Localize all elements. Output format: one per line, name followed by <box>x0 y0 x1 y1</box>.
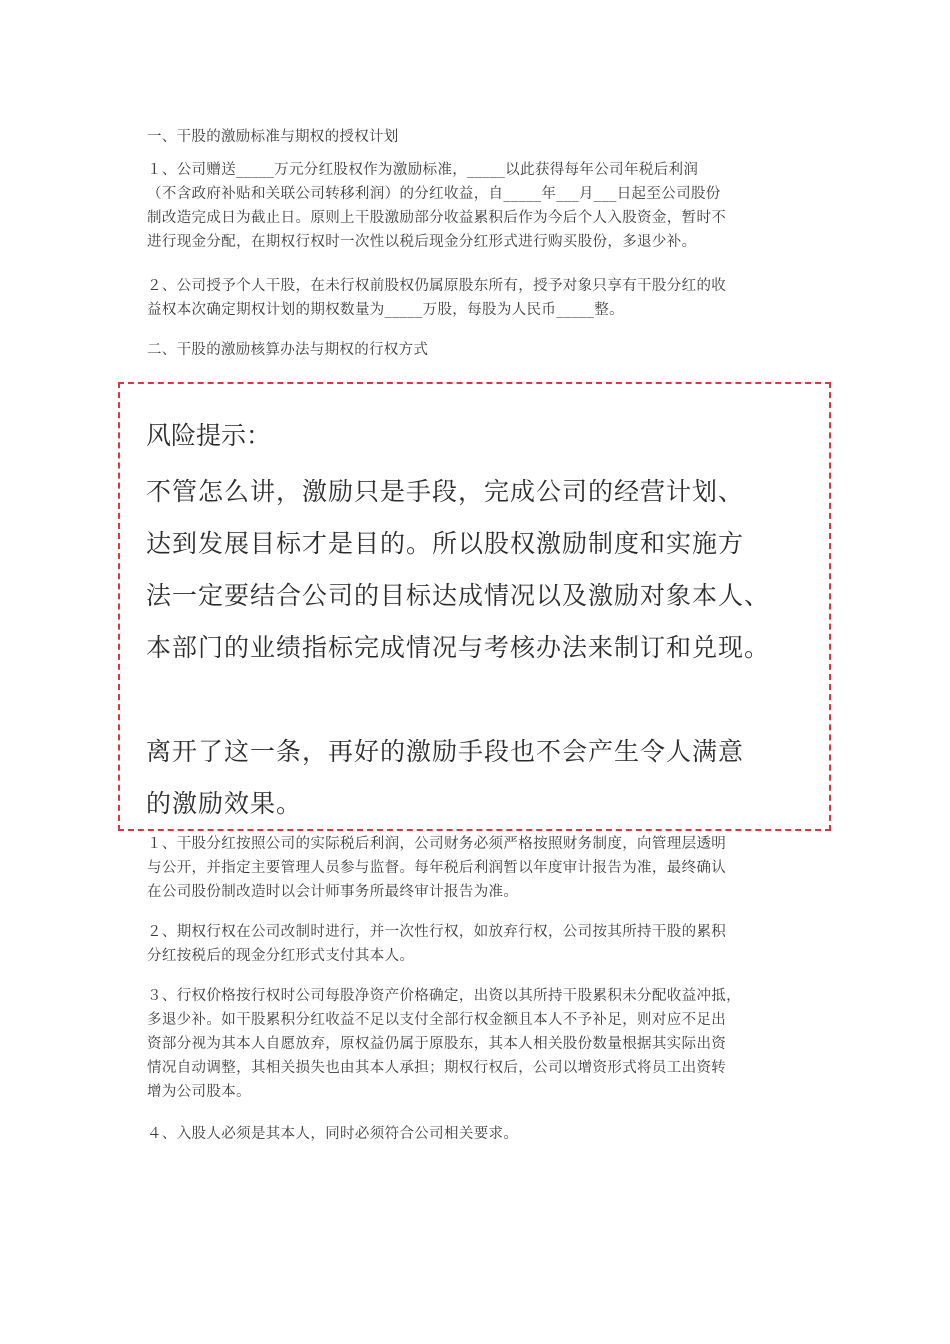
risk-text-line: 法一定要结合公司的目标达成情况以及激励对象本人、 <box>146 581 771 610</box>
text-line: １、公司赠送_____万元分红股权作为激励标准，_____以此获得每年公司年税后利润 <box>147 162 699 178</box>
text-line: １、干股分红按照公司的实际税后利润，公司财务必须严格按照财务制度，向管理层透明 <box>147 836 727 852</box>
text-line: 制改造完成日为截止日。原则上干股激励部分收益累积后作为今后个人入股资金，暂时不 <box>147 210 727 226</box>
text-line: ２、期权行权在公司改制时进行，并一次性行权，如放弃行权，公司按其所持干股的累积 <box>147 924 727 940</box>
section-2-item-4 <box>147 1122 807 1146</box>
risk-notice-title: 风险提示： <box>146 421 272 450</box>
text-line: 分红按税后的现金分红形式支付其本人。 <box>147 948 415 964</box>
section-1-item-2 <box>147 274 807 322</box>
risk-text-line: 本部门的业绩指标完成情况与考核办法来制订和兑现。 <box>146 633 771 662</box>
text-line: 增为公司股本。 <box>147 1084 251 1100</box>
text-line: 在公司股份制改造时以会计师事务所最终审计报告为准。 <box>147 884 519 900</box>
text-line: ４、入股人必须是其本人，同时必须符合公司相关要求。 <box>147 1126 519 1142</box>
text-line: （不含政府补贴和关联公司转移利润）的分红收益，自_____年___月___日起至公司股份 <box>147 186 721 202</box>
section-2-item-2 <box>147 920 807 968</box>
paragraph-gap <box>146 674 770 726</box>
section-2-item-1 <box>147 832 807 904</box>
risk-text-line: 不管怎么讲，激励只是手段，完成公司的经营计划、 <box>146 477 745 506</box>
risk-notice-box <box>118 382 831 831</box>
text-line: ２、公司授予个人干股，在未行权前股权仍属原股东所有，授予对象只享有干股分红的收 <box>147 278 727 294</box>
text-line: 多退少补。如干股累积分红收益不足以支付全部行权金额且本人不予补足，则对应不足出 <box>147 1012 727 1028</box>
text-line: 资部分视为其本人自愿放弃，原权益仍属于原股东，其本人相关股份数量根据其实际出资 <box>147 1036 727 1052</box>
section-2-heading: 二、干股的激励核算办法与期权的行权方式 <box>147 342 429 358</box>
risk-text-line: 离开了这一条，再好的激励手段也不会产生令人满意 <box>146 737 745 766</box>
text-line: 进行现金分配，在期权行权时一次性以税后现金分红形式进行购买股份，多退少补。 <box>147 234 697 250</box>
section-1-item-1 <box>147 158 807 254</box>
text-line: 益权本次确定期权计划的期权数量为_____万股，每股为人民币_____整。 <box>147 302 624 318</box>
section-1-heading: 一、干股的激励标准与期权的授权计划 <box>147 129 399 145</box>
text-line: 与公开，并指定主要管理人员参与监督。每年税后利润暂以年度审计报告为准，最终确认 <box>147 860 727 876</box>
text-line: 情况自动调整，其相关损失也由其本人承担；期权行权后，公司以增资形式将员工出资转 <box>147 1060 727 1076</box>
risk-notice-body <box>146 466 770 830</box>
risk-text-line: 达到发展目标才是目的。所以股权激励制度和实施方 <box>146 529 745 558</box>
section-2-item-3 <box>147 984 807 1104</box>
risk-text-line: 的激励效果。 <box>146 789 303 818</box>
text-line: ３、行权价格按行权时公司每股净资产价格确定，出资以其所持干股累积未分配收益冲抵， <box>147 988 741 1004</box>
